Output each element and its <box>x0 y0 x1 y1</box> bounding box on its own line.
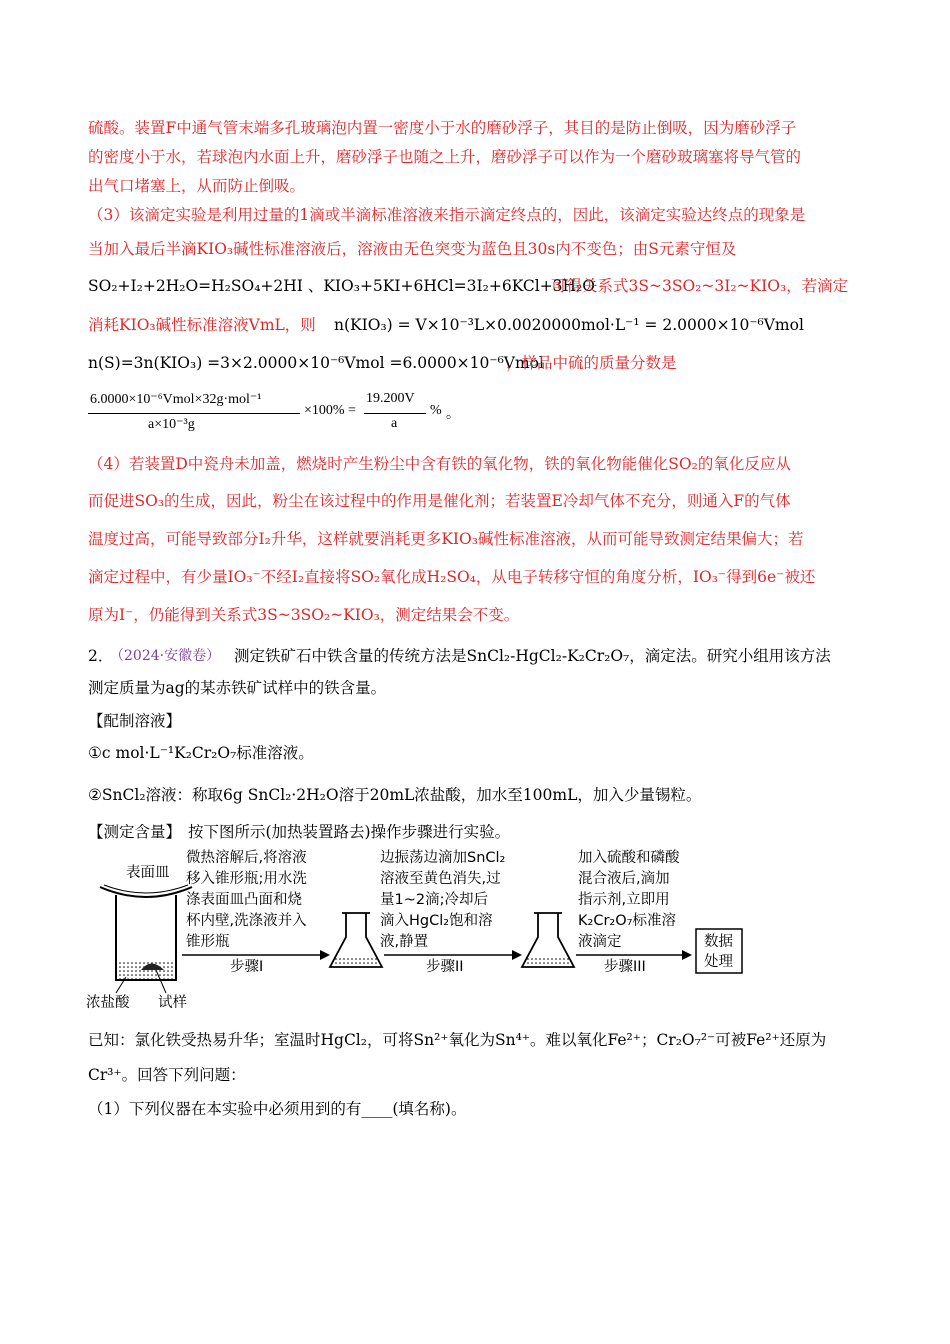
step2-description: 边振荡边滴加SnCl₂ 溶液至黄色消失,过 量1~2滴;冷却后 滴入HgCl₂饱和溶 液,静置 <box>380 850 506 950</box>
question-stem: 测定质量为ag的某赤铁矿试样中的铁含量。 <box>88 679 387 697</box>
known-text: 已知：氯化铁受热易升华；室温时HgCl₂，可将Sn²⁺氧化为Sn⁴⁺。难以氧化Fe²⁺；Cr₂O₇²⁻可被Fe²⁺还原为 <box>88 1031 827 1049</box>
explanation-line: 而促进SO₃的生成，因此，粉尘在该过程中的作用是催化剂；若装置E冷却气体不充分，则通入F的气体 <box>88 492 791 510</box>
fraction-operator: ×100% = <box>304 403 356 418</box>
explanation-line: （3）该滴定实验是利用过量的1滴或半滴标准溶液来指示滴定终点的，因此，该滴定实验达终点的现象是 <box>88 206 806 224</box>
fraction-bar <box>364 413 426 414</box>
known-text: Cr³⁺。回答下列问题： <box>88 1066 246 1084</box>
explanation-line: （4）若装置D中瓷舟未加盖，燃烧时产生粉尘中含有铁的氧化物，铁的氧化物能催化SO₂的氧化反应从 <box>88 455 791 473</box>
explanation-line: 硫酸。装置F中通气管末端多孔玻璃泡内置一密度小于水的磨砂浮子，其目的是防止倒吸，因为磨砂浮子 <box>88 119 797 137</box>
question-stem: 测定铁矿石中铁含量的传统方法是SnCl₂-HgCl₂-K₂Cr₂O₇，滴定法。研究小组用该方法 <box>234 647 831 665</box>
section-heading: 【配制溶液】 <box>88 712 182 730</box>
sample-label: 试样 <box>158 995 187 1011</box>
step3-label: 步骤III <box>604 959 646 975</box>
fraction-numerator: 19.200V <box>366 391 415 406</box>
explanation-line: ，样品中硫的质量分数是 <box>506 354 677 372</box>
sub-question: （1）下列仪器在本实验中必须用到的有____(填名称)。 <box>88 1100 467 1118</box>
step1-label: 步骤I <box>230 959 264 975</box>
explanation-line: 温度过高，可能导致部分I₂升华，这样就要消耗更多KIO₃碱性标准溶液，从而可能导致测定结果偏大；若 <box>88 530 804 548</box>
fraction-bar <box>88 413 300 414</box>
step3-description: 加入硫酸和磷酸 混合液后,滴加 指示剂,立即用 K₂Cr₂O₇标准溶 液滴定 <box>578 850 680 950</box>
question-source: （2024·安徽卷） <box>110 648 221 664</box>
equation: n(S)=3n(KIO₃) =3×2.0000×10⁻⁶Vmol =6.0000×10⁻⁶Vmol <box>88 354 544 372</box>
explanation-line: 原为I⁻，仍能得到关系式3S~3SO₂~KIO₃，测定结果会不变。 <box>88 606 520 624</box>
explanation-line: 消耗KIO₃碱性标准溶液VmL，则 <box>88 316 316 334</box>
percent-sign: % <box>430 403 442 418</box>
equation: n(KIO₃) = V×10⁻³L×0.0020000mol·L⁻¹ = 2.0000×10⁻⁶Vmol <box>334 316 804 334</box>
explanation-line: 当加入最后半滴KIO₃碱性标准溶液后，溶液由无色突变为蓝色且30s内不变色；由S元素守恒及 <box>88 240 737 258</box>
prep-item: ①c mol·L⁻¹K₂Cr₂O₇标准溶液。 <box>88 744 314 762</box>
question-number: 2． <box>88 647 114 665</box>
explanation-line: 的密度小于水，若球泡内水面上升，磨砂浮子也随之上升，磨砂浮子可以作为一个磨砂玻璃塞将导气管的 <box>88 148 802 166</box>
explanation-line: 滴定过程中，有少量IO₃⁻不经I₂直接将SO₂氧化成H₂SO₄，从电子转移守恒的角度分析，IO₃⁻得到6e⁻被还 <box>88 568 816 586</box>
step2-label: 步骤II <box>426 959 464 975</box>
acid-label: 浓盐酸 <box>86 995 130 1011</box>
equation: SO₂+I₂+2H₂O=H₂SO₄+2HI 、KIO₃+5KI+6HCl=3I₂+6KCl+3H₂O <box>88 277 595 295</box>
section-heading: 【测定含量】 <box>88 823 182 841</box>
step1-description: 微热溶解后,将溶液 移入锥形瓶;用水洗 涤表面皿凸面和烧 杯内壁,洗涤液并入 锥形瓶 <box>186 850 307 950</box>
fraction-denominator: a×10⁻³g <box>148 417 195 432</box>
fraction-numerator: 6.0000×10⁻⁶Vmol×32g·mol⁻¹ <box>90 392 262 407</box>
explanation-line: 可得关系式3S~3SO₂~3I₂~KIO₃，若滴定 <box>551 277 849 295</box>
explanation-line: 出气口堵塞上，从而防止倒吸。 <box>88 177 306 195</box>
fraction-denominator: a <box>391 416 398 431</box>
final-box-label: 数据 处理 <box>704 934 733 970</box>
watch-glass-label: 表面皿 <box>126 865 170 881</box>
section-text: 按下图所示(加热装置路去)操作步骤进行实验。 <box>188 823 511 841</box>
prep-item: ②SnCl₂溶液：称取6g SnCl₂·2H₂O溶于20mL浓盐酸，加水至100mL，加入少量锡粒。 <box>88 786 702 804</box>
period: 。 <box>446 407 460 422</box>
